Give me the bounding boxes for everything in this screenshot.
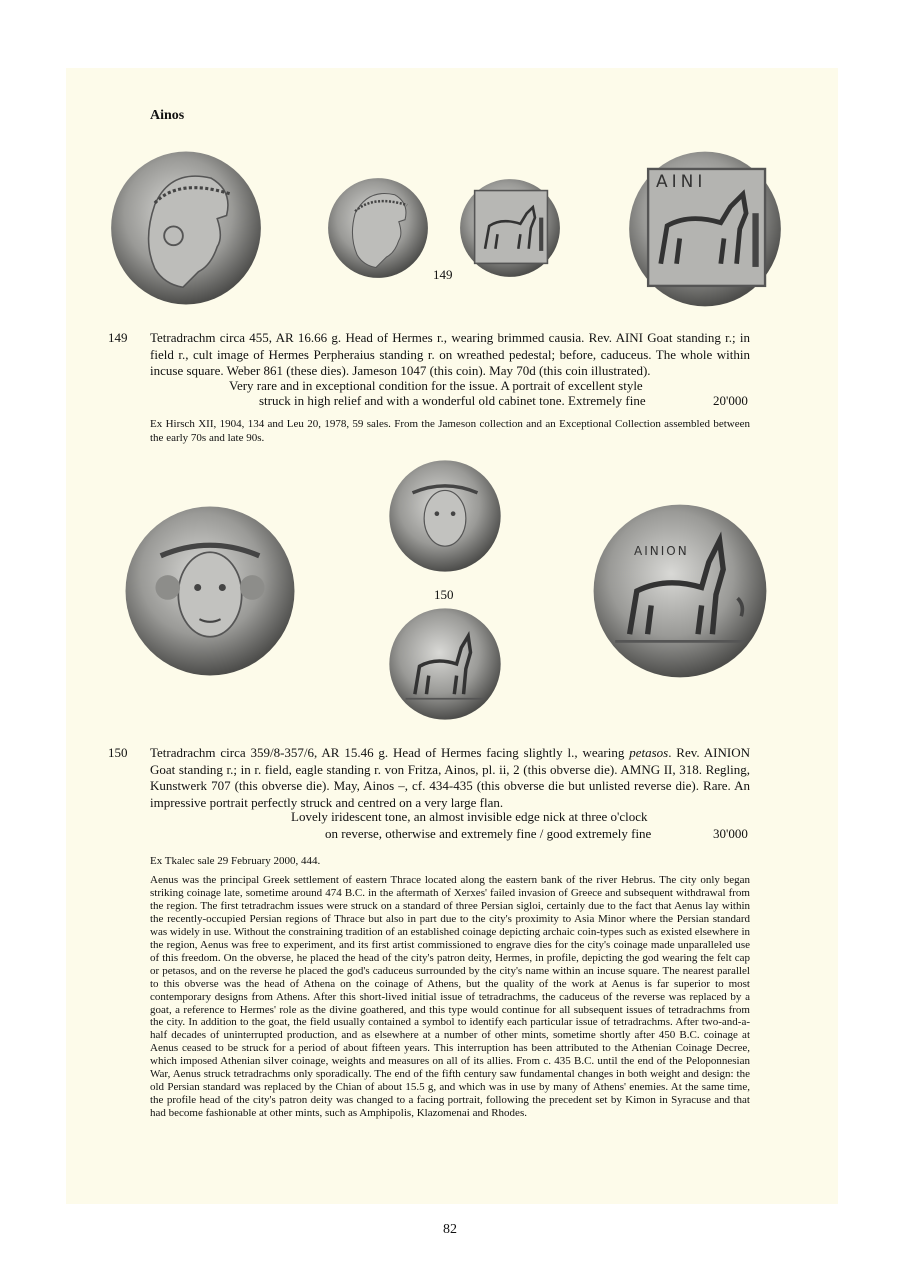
lot-149-condition-line1: Very rare and in exceptional condition for the issue. A portrait of excellent style — [229, 378, 643, 393]
lot-150-price: 30'000 — [713, 826, 748, 841]
lot-150-condition-line1: Lovely iridescent tone, an almost invisible edge nick at three o'clock — [291, 809, 648, 824]
lot-150-description-post: . Rev. AINION Goat standing r.; in r. field, eagle standing r. von Fritza, Ainos, pl. ii, 2 (this obverse die). AMNG II, 318. Regling, Kunstwerk 707 (this obverse die). May, Ainos –, cf. 434-435 (this obverse die but unlisted reverse die). Rare. An impressive portrait perfectly struck and centred on a very large flan. — [150, 745, 751, 810]
lot-150-description-italic: petasos — [629, 745, 669, 760]
reverse-legend-149: AINI — [656, 172, 707, 192]
coin-150-obverse-small — [387, 458, 503, 574]
coin-149-reverse-small — [458, 176, 562, 280]
lot-150-number: 150 — [108, 745, 128, 760]
section-title: Ainos — [150, 108, 185, 123]
lot-150-description-pre: Tetradrachm circa 359/8-357/6, AR 15.46 g. Head of Hermes facing slightly l., wearing — [150, 745, 630, 760]
coin-149-obverse-large — [108, 150, 264, 306]
lot-149-image-label: 149 — [433, 267, 453, 282]
reverse-legend-150: AINION — [634, 544, 689, 558]
coin-149-reverse-large — [626, 150, 784, 308]
lot-149-price: 20'000 — [713, 393, 748, 408]
coin-150-reverse-large — [590, 500, 770, 682]
lot-150-condition-line2: on reverse, otherwise and extremely fine / good extremely fine — [325, 826, 652, 841]
page-number: 82 — [443, 1222, 457, 1237]
lot-149-provenance: Ex Hirsch XII, 1904, 134 and Leu 20, 1978, 59 sales. From the Jameson collection and an Exceptional Collection assembled between the early 70s and late 90s. — [150, 418, 750, 444]
lot-149-condition-line2: struck in high relief and with a wonderful old cabinet tone. Extremely fine — [259, 393, 646, 408]
coin-150-obverse-large — [122, 503, 298, 679]
lot-150-image-label: 150 — [434, 587, 454, 602]
lot-150-provenance: Ex Tkalec sale 29 February 2000, 444. — [150, 855, 321, 867]
coin-149-obverse-small — [326, 176, 430, 280]
lot-149-description: Tetradrachm circa 455, AR 16.66 g. Head of Hermes r., wearing brimmed causia. Rev. AINI Goat standing r.; in field r., cult image of Hermes Perpheraius standing r. on wreathed pedestal; before, caduceus. The whole within incuse square. Weber 861 (these dies). Jameson 1047 (this coin). May 70d (this coin illustrated). — [150, 330, 750, 378]
lot-149-number: 149 — [108, 330, 128, 345]
coin-150-reverse-small — [387, 606, 503, 722]
lot-150-description — [150, 745, 750, 811]
historical-essay: Aenus was the principal Greek settlement of eastern Thrace located along the eastern bank of the river Hebrus. The city only began striking coinage late, sometime around 474 B.C. in the aftermath of Xerxes' failed invasion of Greece and subsequent withdrawal from the region. The first tetradrachm issues were struck on a standard of three Persian sigloi, certainly due to the fact that Aenus lay within the recently-occupied Persian regions of Thrace but also in part due to the city's proximity to Asia Minor where the Persian standard was widely in use. Without the constraining tradition of an established coinage depicting archaic coin-types such as existed elsewhere in the region, Aenus was free to experiment, and its first artist commissioned to engrave dies for the city's coinage made unparalleled use of this freedom. On the obverse, he placed the head of the city's patron deity, Hermes, in profile, depicting the god wearing the felt cap or petasos, and on the reverse he placed the god's caduceus surrounded by the city's name within an incuse square. The nearest parallel to this obverse was the head of Athena on the coinage of Athens, but the quality of the work at Aenus is far superior to most contemporary designs from Athens. After this short-lived initial issue of tetradrachms, the caduceus of the reverse was replaced by a goat, a reference to Hermes' role as the divine goathered, and this type would continue for all subsequent issues of tetradrachms from the city. In addition to the goat, the field usually contained a symbol to identify each particular issue of tetradrachms. After two-and-a-half decades of uninterrupted production, and as elsewhere at a number of other mints, sometime shortly after 450 B.C. coinage at Aenus ceased to be struck for a period of about fifteen years. This interruption has been attributed to the Athenian Coinage Decree, which imposed Athenian silver coinage, weights and measures on all of its allies. From c. 435 B.C. until the end of the Peloponnesian War, Aenus struck tetradrachms only sporadically. The end of the fifth century saw fundamental changes in both weight and design: the old Persian standard was replaced by the Chian of about 15.5 g, and which was in use by many of Athens' enemies. At the same time, the profile head of the city's patron deity was changed to a facing portrait, following the precedent set by Kimon in Syracuse and that had become fashionable at other mints, such as Amphipolis, Klazomenai and Rhodes. — [150, 874, 750, 1120]
